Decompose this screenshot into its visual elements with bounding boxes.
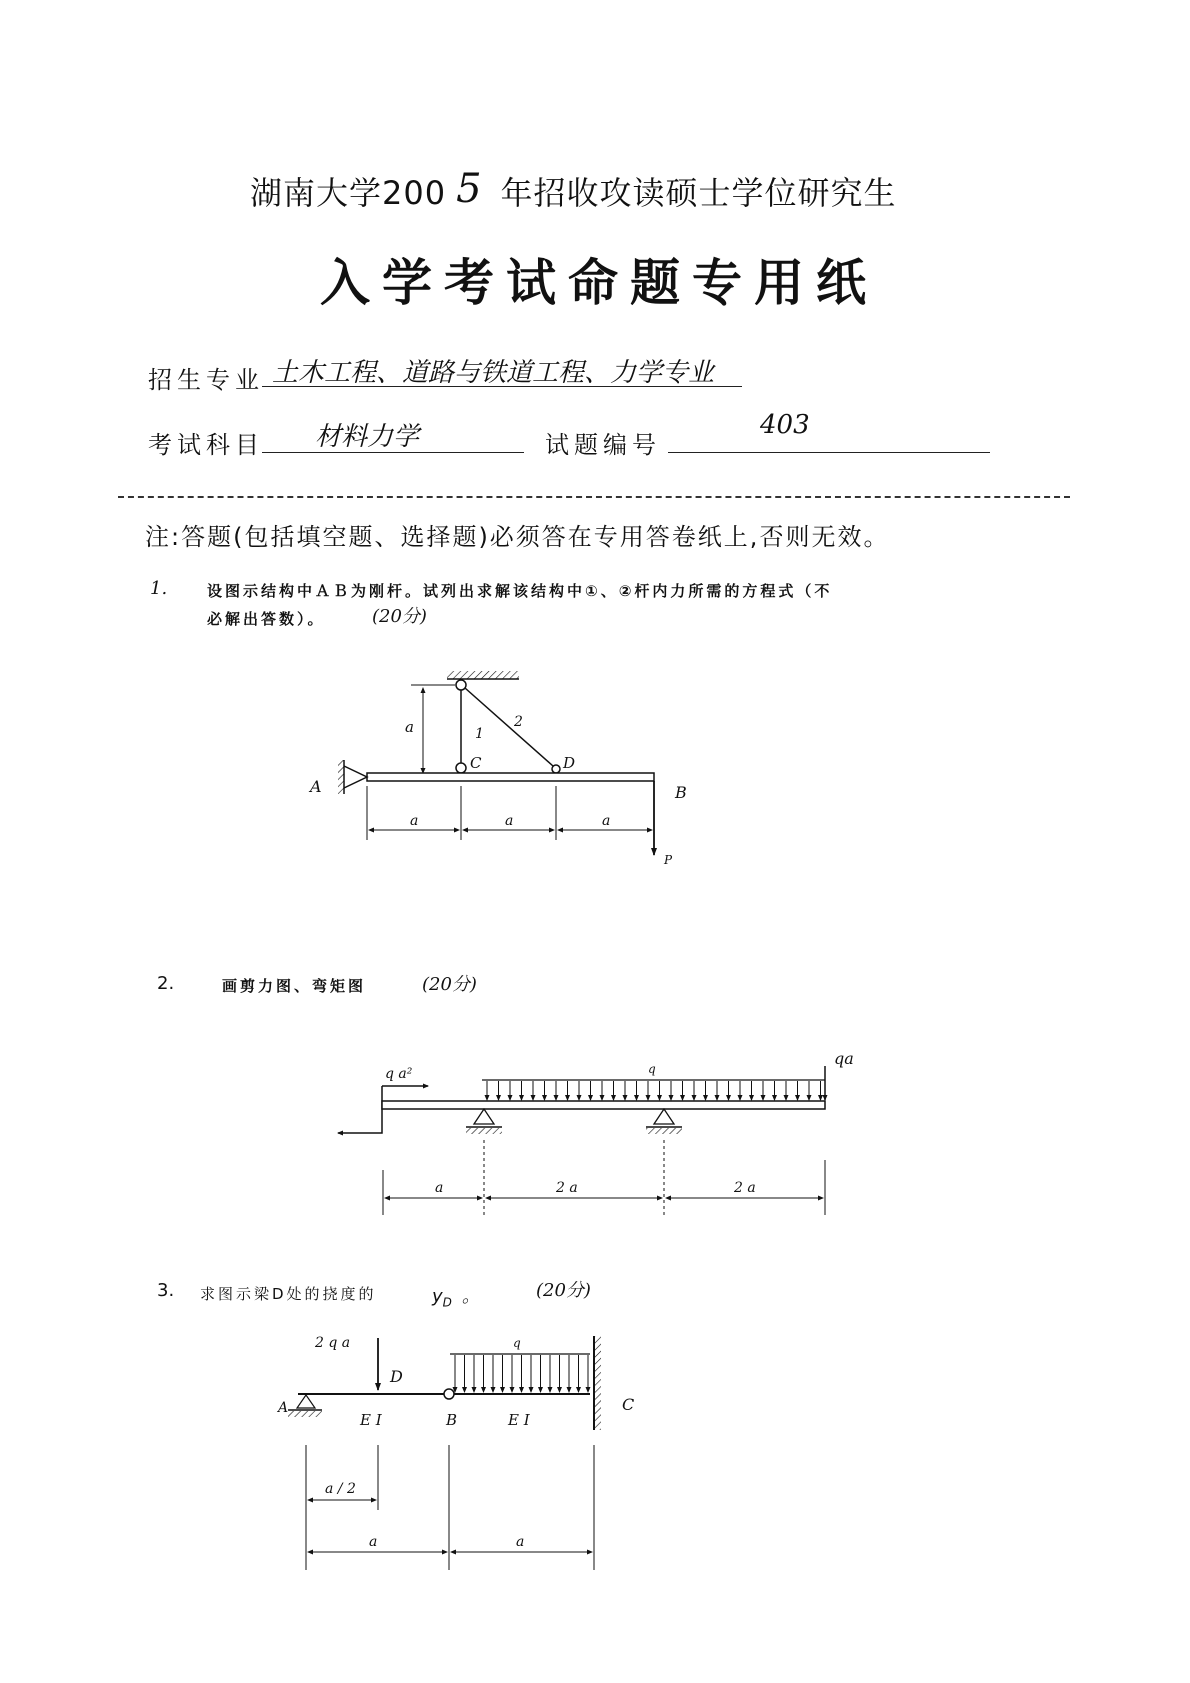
major-label: 招生专业 — [148, 366, 264, 394]
q2-support-1-hatch — [466, 1128, 502, 1134]
q2-points: (20分) — [422, 974, 477, 995]
q3-wall-hatch — [594, 1336, 601, 1430]
q2-moment-label: q a² — [385, 1066, 413, 1082]
q1-hinge-D — [552, 765, 560, 773]
q2-couple-lower-arm — [338, 1086, 382, 1133]
subject-label: 考试科目 — [148, 431, 264, 459]
q1-label-D: D — [563, 754, 576, 772]
q1-text-line1: 设图示结构中ＡＢ为刚杆。试列出求解该结构中①、②杆内力所需的方程式（不 — [207, 582, 833, 600]
q1-dim-label-2: a — [505, 813, 514, 829]
q1-ceiling-hatch — [447, 671, 519, 679]
q3-figure — [276, 1335, 634, 1570]
q1-wall-hatch — [338, 760, 344, 794]
q2-support-2-hatch — [646, 1128, 682, 1134]
q1-pin-support-A — [344, 766, 367, 788]
subject-value: 材料力学 — [315, 422, 420, 452]
header-prefix: 湖南大学200 — [250, 174, 447, 212]
q2-support-2 — [654, 1109, 674, 1124]
q3-dim-label-half: a / 2 — [325, 1481, 356, 1497]
instruction-note: 注:答题(包括填空题、选择题)必须答在专用答卷纸上,否则无效。 — [145, 523, 890, 551]
header-suffix: 年招收攻读硕士学位研究生 — [500, 174, 897, 212]
q2-q-label: q — [648, 1062, 656, 1076]
q3-label-B: B — [446, 1411, 458, 1429]
q2-point-load-label: qa — [834, 1049, 854, 1068]
q3-label-D: D — [390, 1367, 403, 1386]
q2-figure — [338, 1049, 854, 1215]
q1-label-P: P — [664, 853, 673, 867]
q3-dim-label-2: a — [516, 1534, 525, 1550]
q2-dim-label-2: 2 a — [556, 1180, 578, 1196]
q1-height-label: a — [405, 718, 414, 736]
q3-support-A-hatch — [288, 1411, 322, 1417]
header-year-digit: 5 — [456, 166, 483, 212]
q3-label-C: C — [622, 1395, 635, 1414]
q3-text: 求图示梁D处的挠度的 — [200, 1285, 377, 1303]
q3-EI-right: E I — [508, 1411, 530, 1429]
q3-label-A: A — [278, 1400, 289, 1416]
code-value: 403 — [760, 410, 810, 440]
q3-points: (20分) — [536, 1280, 591, 1301]
q1-rigid-beam-AB — [367, 773, 654, 781]
q3-y: y — [432, 1286, 443, 1307]
q1-top-hinge — [456, 680, 466, 690]
q3-y-sub: D — [442, 1295, 452, 1310]
q1-dim-label-1: a — [410, 813, 419, 829]
q1-hinge-C — [456, 763, 466, 773]
q3-hinge-B — [444, 1389, 454, 1399]
q3-period: 。 — [461, 1286, 480, 1307]
q1-bar1-label: 1 — [475, 726, 484, 742]
q3-EI-left: E I — [360, 1411, 382, 1429]
q1-figure — [308, 671, 687, 867]
q1-bar2-label: 2 — [514, 714, 523, 730]
header-title: 入学考试命题专用纸 — [320, 254, 878, 312]
q1-dim-label-3: a — [602, 813, 611, 829]
q2-text: 画剪力图、弯矩图 — [222, 977, 367, 995]
q1-label-C: C — [470, 754, 482, 772]
q1-label-A: A — [310, 777, 322, 796]
q1-label-B: B — [675, 783, 687, 802]
q2-number: 2. — [157, 973, 175, 994]
q2-udl-arrows — [487, 1081, 821, 1100]
q3-dim-label-1: a — [369, 1534, 378, 1550]
q2-support-1 — [474, 1109, 494, 1124]
q2-beam — [382, 1101, 825, 1109]
q3-q-label: q — [513, 1336, 521, 1350]
q3-load-label: 2 q a — [315, 1335, 351, 1351]
q2-dim-label-3: 2 a — [734, 1180, 756, 1196]
q3-number: 3. — [157, 1280, 175, 1301]
q2-dim-label-1: a — [435, 1180, 444, 1196]
q1-number: 1. — [150, 578, 168, 599]
q1-points: (20分) — [372, 606, 427, 627]
q1-text-line2: 必解出答数）。 — [207, 610, 326, 628]
major-value: 土木工程、道路与铁道工程、力学专业 — [272, 358, 715, 388]
q3-support-A — [297, 1395, 315, 1408]
code-label: 试题编号 — [545, 431, 661, 459]
q3-udl-arrows — [455, 1355, 588, 1392]
